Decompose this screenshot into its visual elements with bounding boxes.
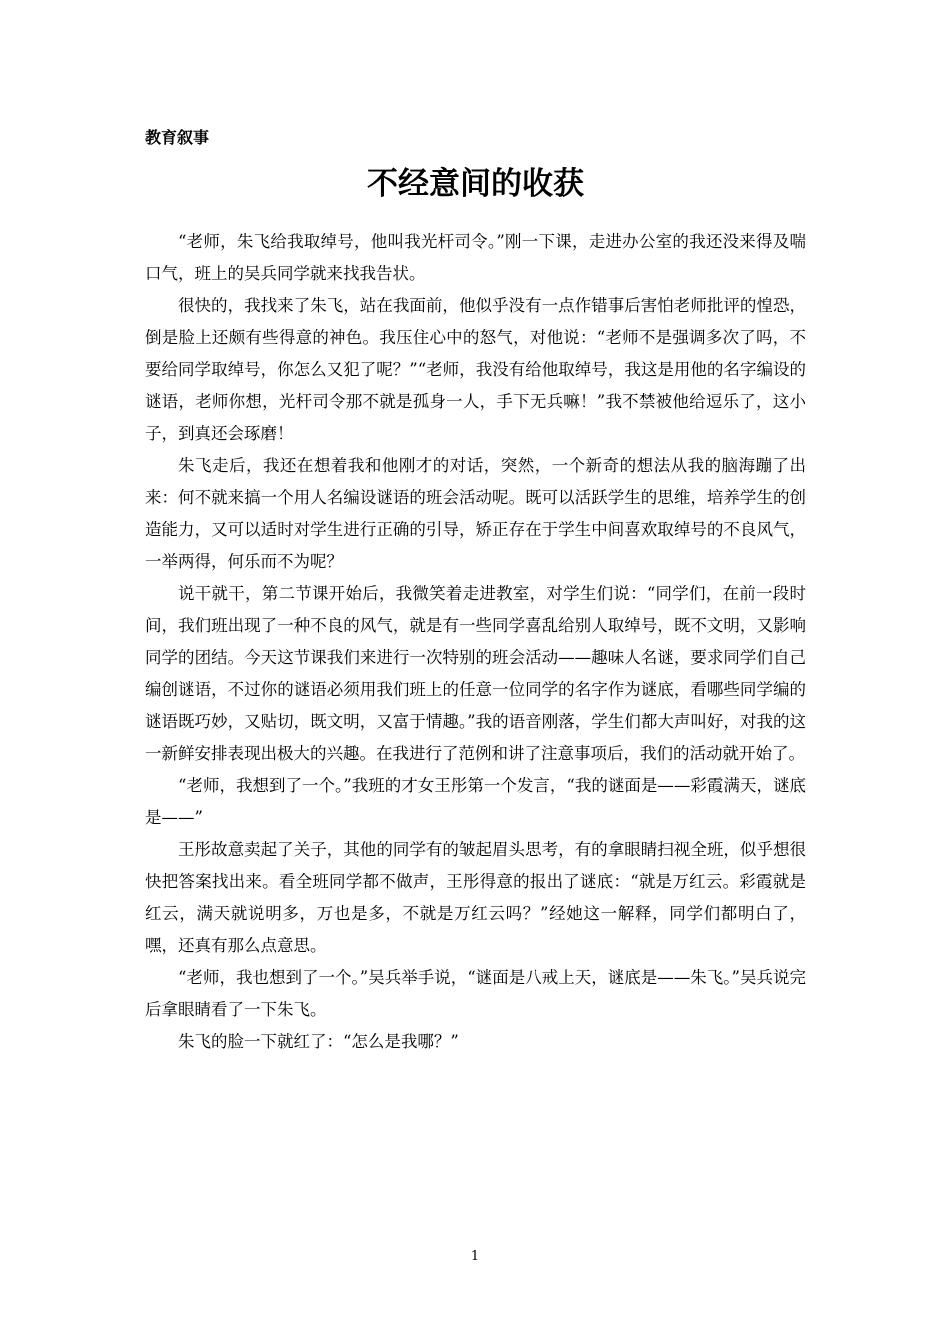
page-title: 不经意间的收获 [367,166,584,202]
category-label: 教育叙事 [145,128,210,147]
paragraph: 很快的，我找来了朱飞，站在我面前，他似乎没有一点作错事后害怕老师批评的惶恐，倒是脸上还颇有些得意的神色。我压住心中的怒气，对他说：“老师不是强调多次了吗，不要给同学取绰号，你怎么又犯了呢？”“老师，我没有给他取绰号，我这是用他的名字编设的谜语，老师你想，光杆司令那不就是孤身一人，手下无兵嘛！”我不禁被他给逗乐了，这小子，到真还会琢磨！ [145,296,806,443]
paragraph: “老师，朱飞给我取绰号，他叫我光杆司令。”刚一下课，走进办公室的我还没来得及喘口气，班上的吴兵同学就来找我告状。 [145,232,806,283]
paragraph: 说干就干，第二节课开始后，我微笑着走进教室，对学生们说：“同学们，在前一段时间，我们班出现了一种不良的风气，就是有一些同学喜乱给别人取绰号，既不文明，又影响同学的团结。今天这节课我们来进行一次特别的班会活动——趣味人名谜，要求同学们自己编创谜语，不过你的谜语必须用我们班上的任意一位同学的名字作为谜底，看哪些同学编的谜语既巧妙，又贴切，既文明，又富于情趣。”我的语音刚落，学生们都大声叫好，对我的这一新鲜安排表现出极大的兴趣。在我进行了范例和讲了注意事项后，我们的活动就开始了。 [145,584,806,763]
paragraph: 朱飞的脸一下就红了：“怎么是我哪？” [178,1032,459,1051]
paragraph: “老师，我也想到了一个。”吴兵举手说，“谜面是八戒上天，谜底是——朱飞。”吴兵说完后拿眼睛看了一下朱飞。 [145,968,806,1019]
paragraph: 王彤故意卖起了关子，其他的同学有的皱起眉头思考，有的拿眼睛扫视全班，似乎想很快把答案找出来。看全班同学都不做声，王彤得意的报出了谜底：“就是万红云。彩霞就是红云，满天就说明多，万也是多，不就是万红云吗？”经她这一解释，同学们都明白了，嘿，还真有那么点意思。 [145,840,806,955]
page-number: 1 [470,1249,480,1264]
body-text [145,226,806,1058]
paragraph: 朱飞走后，我还在想着我和他刚才的对话，突然，一个新奇的想法从我的脑海蹦了出来：何不就来搞一个用人名编设谜语的班会活动呢。既可以活跃学生的思维，培养学生的创造能力，又可以适时对学生进行正确的引导，矫正存在于学生中间喜欢取绰号的不良风气，一举两得，何乐而不为呢？ [145,456,806,571]
paragraph: “老师，我想到了一个。”我班的才女王彤第一个发言，“我的谜面是——彩霞满天，谜底是——” [145,776,806,827]
